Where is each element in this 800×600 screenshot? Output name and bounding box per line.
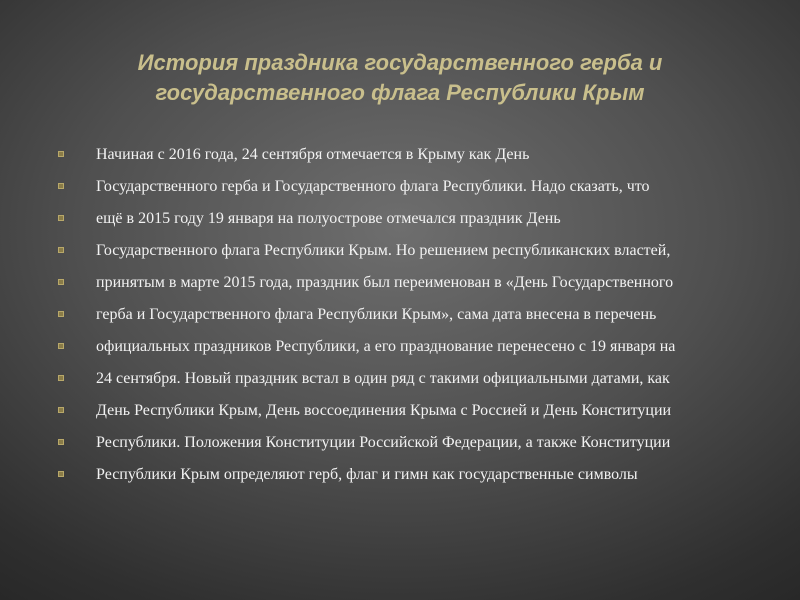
bullet-square-icon <box>58 375 64 381</box>
list-item <box>58 144 758 166</box>
list-item <box>58 464 758 486</box>
bullet-text: Государственного герба и Государственного флага Республики. Надо сказать, что <box>96 178 650 195</box>
bullet-square-icon <box>58 439 64 445</box>
bullet-text: Республики Крым определяют герб, флаг и гимн как государственные символы <box>96 466 638 483</box>
bullet-square-icon <box>58 279 64 285</box>
bullet-text: Республики. Положения Конституции Российской Федерации, а также Конституции <box>96 434 671 451</box>
list-item <box>58 176 758 198</box>
bullet-text: День Республики Крым, День воссоединения Крыма с Россией и День Конституции <box>96 402 672 419</box>
list-item <box>58 304 758 326</box>
bullet-square-icon <box>58 247 64 253</box>
list-item <box>58 368 758 390</box>
bullet-text: ещё в 2015 году 19 января на полуострове отмечался праздник День <box>96 210 561 227</box>
bullet-text: 24 сентября. Новый праздник встал в один ряд с такими официальными датами, как <box>96 370 670 387</box>
bullet-square-icon <box>58 183 64 189</box>
bullet-square-icon <box>58 471 64 477</box>
bullet-square-icon <box>58 151 64 157</box>
bullet-text: герба и Государственного флага Республики Крым», сама дата внесена в перечень <box>96 306 657 323</box>
bullet-square-icon <box>58 407 64 413</box>
bullet-square-icon <box>58 343 64 349</box>
list-item <box>58 240 758 262</box>
list-item <box>58 208 758 230</box>
bullet-text: официальных праздников Республики, а его празднование перенесено с 19 января на <box>96 338 676 355</box>
list-item <box>58 336 758 358</box>
bullet-text: Начиная с 2016 года, 24 сентября отмечается в Крыму как День <box>96 146 530 163</box>
bullet-list <box>58 144 758 496</box>
list-item <box>58 272 758 294</box>
bullet-text: Государственного флага Республики Крым. Но решением республиканских властей, <box>96 242 671 259</box>
slide-title: История праздника государственного герба и государственного флага Республики Крым <box>137 50 663 105</box>
bullet-square-icon <box>58 311 64 317</box>
list-item <box>58 432 758 454</box>
bullet-text: принятым в марте 2015 года, праздник был переименован в «День Государственного <box>96 274 674 291</box>
list-item <box>58 400 758 422</box>
bullet-square-icon <box>58 215 64 221</box>
